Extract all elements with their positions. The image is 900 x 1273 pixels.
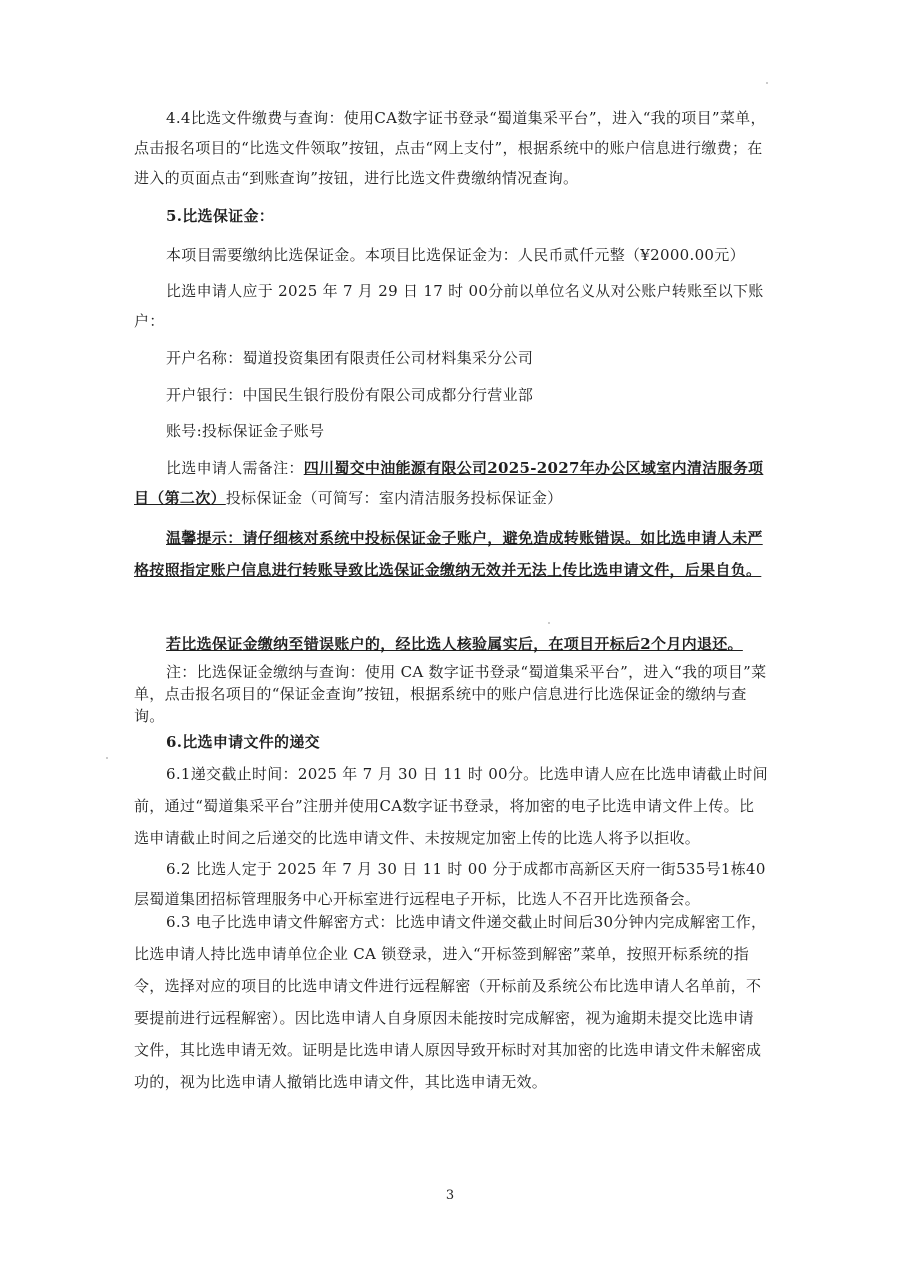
remark-suffix: 投标保证金（可简写：室内清洁服务投标保证金） <box>225 489 563 507</box>
scan-speck <box>766 82 768 84</box>
section-6-3-paragraph: 6.3 电子比选申请文件解密方式：比选申请文件递交截止时间后30分钟内完成解密工作，比选申请人持比选申请单位企业 CA 锁登录，进入“开标签到解密”菜单，按照开标系统的指令，选择对应的项目的比选申请文件进行远程解密（开标前及系统公布比选申请人名单前，不要提前进行远程解密）。因比选申请人自身原因未能按时完成解密，视为逾期未提交比选申请文件，其比选申请无效。证明是比选申请人原因导致开标时对其加密的比选申请文件未解密成功的，视为比选申请人撤销比选申请文件，其比选申请无效。 <box>134 913 767 1091</box>
deposit-amount-paragraph: 本项目需要缴纳比选保证金。本项目比选保证金为：人民币贰仟元整（¥2000.00元） <box>166 246 745 264</box>
section-4-4-paragraph: 4.4比选文件缴费与查询：使用CA数字证书登录“蜀道集采平台”，进入“我的项目”菜单，点击报名项目的“比选文件领取”按钮，点击“网上支付”，根据系统中的账户信息进行缴费；在进入的页面点击“到账查询”按钮，进行比选文件费缴纳情况查询。 <box>134 109 766 187</box>
scan-speck <box>548 622 550 624</box>
section-6-2-paragraph: 6.2 比选人定于 2025 年 7 月 30 日 11 时 00 分于成都市高新区天府一街535号1栋40层蜀道集团招标管理服务中心开标室进行远程电子开标，比选人不召开比选预备会。 <box>134 860 766 908</box>
section-6-heading: 6.比选申请文件的递交 <box>166 733 320 751</box>
deposit-query-note: 注：比选保证金缴纳与查询：使用 CA 数字证书登录“蜀道集采平台”，进入“我的项目”菜单，点击报名项目的“保证金查询”按钮，根据系统中的账户信息进行比选保证金的缴纳与查询。 <box>134 663 767 725</box>
scan-speck <box>106 757 108 759</box>
refund-paragraph: 若比选保证金缴纳至错误账户的，经比选人核验属实后，在项目开标后2个月内退还。 <box>166 635 743 653</box>
account-name-line: 开户名称：蜀道投资集团有限责任公司材料集采分公司 <box>166 349 534 367</box>
remark-paragraph <box>134 453 768 513</box>
account-bank-line: 开户银行：中国民生银行股份有限公司成都分行营业部 <box>166 386 534 404</box>
warm-tip-paragraph: 温馨提示：请仔细核对系统中投标保证金子账户，避免造成转账错误。如比选申请人未严格按照指定账户信息进行转账导致比选保证金缴纳无效并无法上传比选申请文件，后果自负。 <box>134 529 763 579</box>
remark-project-name: 四川蜀交中油能源有限公司2025-2027年办公区域室内清洁服务项目（第二次） <box>134 459 764 507</box>
account-number-line: 账号:投标保证金子账号 <box>166 422 325 440</box>
page-number: 3 <box>445 1188 455 1203</box>
remark-prefix: 比选申请人需备注： <box>166 459 304 477</box>
section-5-heading: 5.比选保证金： <box>166 207 275 225</box>
section-6-1-paragraph: 6.1递交截止时间：2025 年 7 月 30 日 11 时 00分。比选申请人应在比选申请截止时间前，通过“蜀道集采平台”注册并使用CA数字证书登录，将加密的电子比选申请文件上传。比选申请截止时间之后递交的比选申请文件、未按规定加密上传的比选人将予以拒收。 <box>134 765 768 847</box>
deposit-deadline-paragraph: 比选申请人应于 2025 年 7 月 29 日 17 时 00分前以单位名义从对公账户转账至以下账户： <box>134 282 764 330</box>
